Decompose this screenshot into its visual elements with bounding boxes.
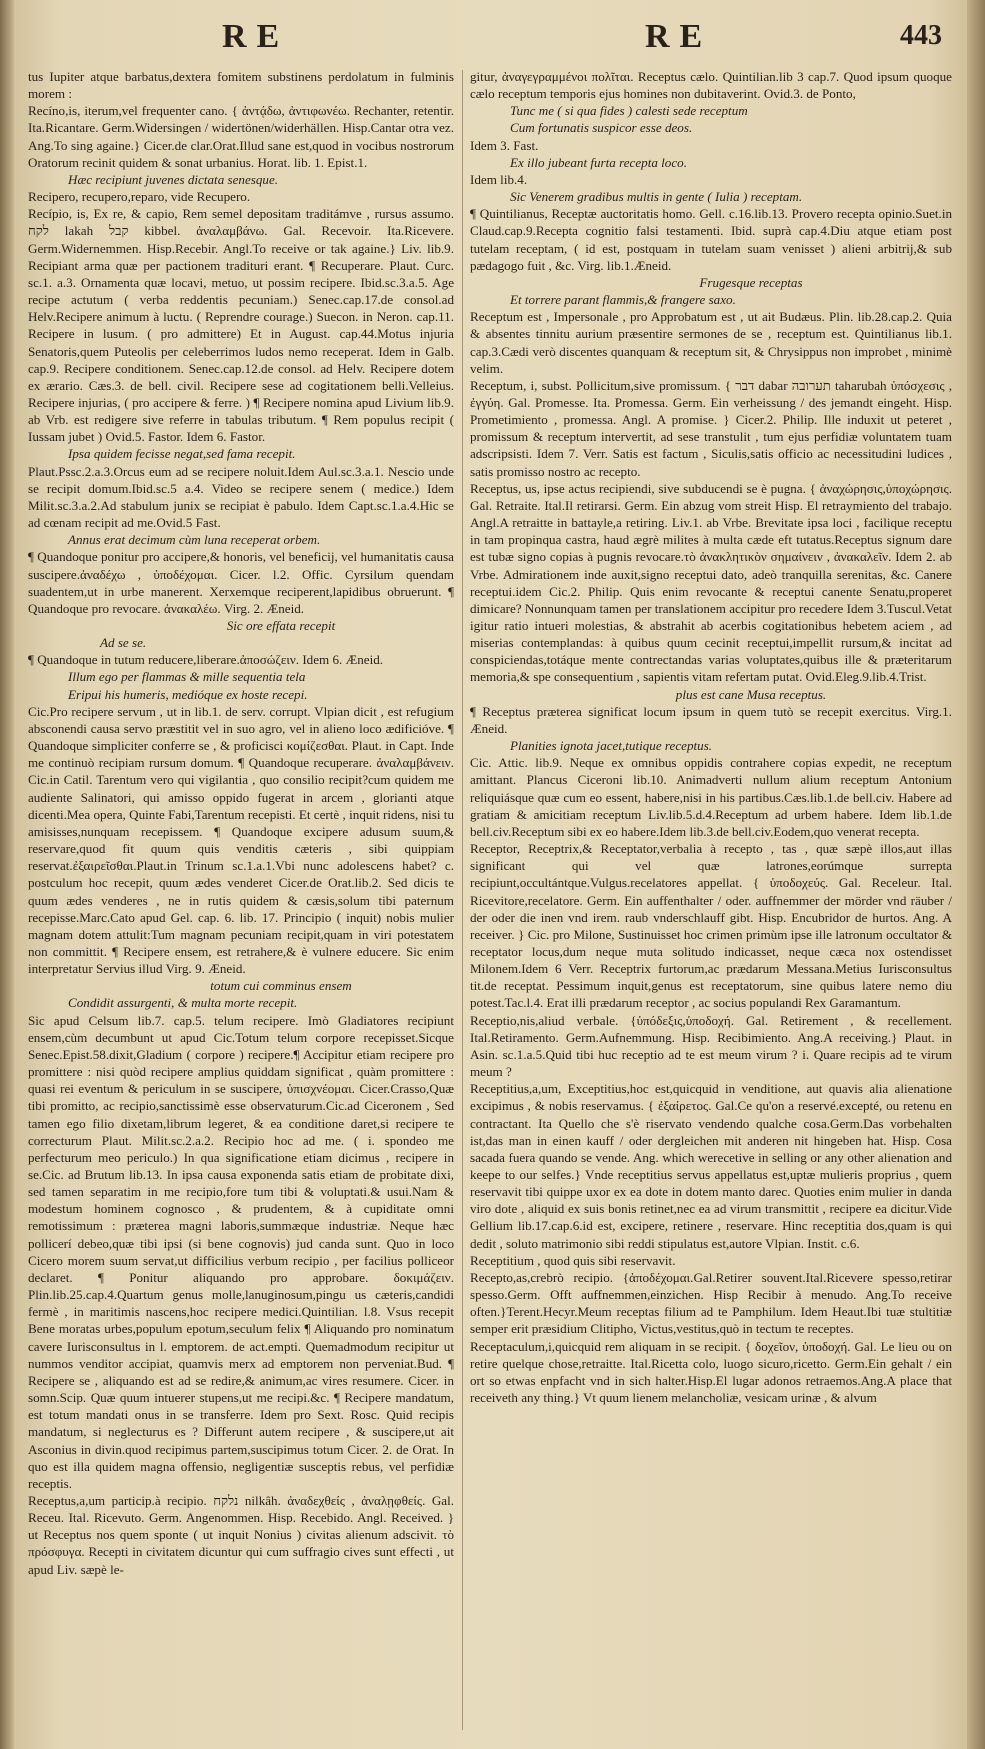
verse-quote: Frugesque receptas [699,274,803,290]
verse-quote: totum cui comminus ensem [210,978,352,994]
dictionary-entry: Recepto,as,crebrò recipio. {ἀποδέχομαι.Gal.Retirer souvent.Ital.Ricevere spesso,retirar spesso.Germ. Offt auffnemmen,einzichen. Hisp Recibir à menudo. Ang.To receive often.}Terent.Hecyr.Meum receptas filium ad te Pamphilum. Idem Heaut.Ibi tuæ stultitiæ semper erit præsidium Clitipho, Victus,vestitus,quò in tectum te receptes. [470,1269,952,1337]
verse-quote: plus est cane Musa receptus. [675,686,827,702]
running-head-right: RE [645,18,713,55]
page-left-edge [0,0,14,1749]
verse-quote: Ex illo jubeant furta recepta loco. [510,154,687,170]
dictionary-entry: Cic.Pro recipere servum , ut in lib.1. de serv. corrupt. Vlpian dicit , est refugium absconendi causa servo præstitit vel in suo agro, vel in alieno loco ædificióve. ¶ Quandoque simpliciter conferre se , & proficisci κομίζεσθαι. Plaut. in Capt. Inde me continuò recipiam rursum domum. ¶ Quandoque recuperare. ἀναλαμβάνειν. Cic.in Catil. Tarentum vero qui vigilantia , quo consilio recipit?cum quidem me audiente Salinatori, qui amisso oppido fugerat in arcem , glorianti atque dicenti.Mea opera, Quinte Fabi,Tarentum recepisti. Et certè , inquit ridens, nisi tu amisisses,nunquam recepissem. ¶ Quandoque excipere adusum suum,& reservare,quod fit quum quis venditis cæteris , sibi quippiam reservat.ἐξαιρεῖσθαι.Plaut.in Trinum sc.1.a.1.Vbi nunc adolescens habet? c. postculum hoc recepit, quum ædes venderet Cicer.de Orat.lib.2. Sed dicis te quum ædes venderes , ne in rutis quidem & cæsis,solum tibi paternum recepisse.Marc.Cato apud Gel. cap. 6. lib. 17. Principio ( inquit) nobis mulier magnam dotem attulit:Tum magnam pecuniam recipit,quam in viri potestatem non committit. ¶ Recipere ensem, est retrahere,& è vulnere educere. Sic enim interpretatur Servius illud Virg. 9. Æneid. [28,703,454,977]
dictionary-entry: Receptum est , Impersonale , pro Approbatum est , ut ait Budæus. Plin. lib.28.cap.2. Quia & absentes tinnitu aurium præsentire sermones de se , receptum est. Quintilianus lib.1. cap.3.Cædi verò discentes quanquam & receptum sit, & Chrysippus non improbet , minimè velim. [470,309,952,376]
left-column [28,68,454,1736]
column-divider [462,70,463,1730]
dictionary-entry: Receptitium , quod quis sibi reservavit. [470,1252,676,1268]
page-header [0,18,985,66]
dictionary-entry: Receptio,nis,aliud verbale. {ὑπόδεξις,ὑποδοχή. Gal. Retirement , & recellement. Ital.Retiramento. Germ.Aufnemmung. Hisp. Recibimiento. Ang.A receiving.} Plaut. in Asin. sc.1.a.5.Quid tibi huc receptio ad te est meum virum ? i. Quare recipis ad te virum meum ? [470,1012,952,1080]
dictionary-entry: Receptus, us, ipse actus recipiendi, sive subducendi se è pugna. { ἀναχώρησις,ὑποχώρησις. Gal. Retraite. Ital.Il retirarsi. Germ. Ein abzug vom streit Hisp. El retraymiento del trabajo. Angl.A retraitte in battayle,a retiring. Liv.1. ab Vrbe. Brevitate ipsa loci , facilique receptu in tam propinqua castra, haud ægrè milites à multa cæde eft tutatus.Receptus signum dare est tubæ signo copias à pugnis revocare.τὸ ἀνακλητικὸν σημαίνειν , ἀνακαλεῖν. Idem 2. ab Vrbe. Admirationem inde auxit,signo receptui dato, adeò tranquilla serenitas, &c. Canere receptui.idem Cic.2. Philip. Quis enim revocante & receptui canente Senatu,properet dimicare? Nonnunquam tamen per translationem accipitur pro recedere Idem 3.Tuscul.Vetat igitur ratio intueri molestias, & abstrahit ab acerbis cogitationibus hebetem aciem , ad miserias contemplandas: à quibus quum cecinit receptui,impellit rursum,& incitat ad conspiciendas,totáque mente contrectandas varias voluptates,quibus ille & præteritarum memoria,& spe consequentium , sapientis vitam refertam putat. Ovid.Eleg.9.lib.4.Trist. [470,480,952,685]
verse-quote: Ipsa quidem fecisse negat,sed fama recepit. [68,446,296,462]
verse-quote: Ad se se. [100,635,147,651]
verse-quote: Sic ore effata recepit [226,618,336,633]
dictionary-entry: Receptaculum,i,quicquid rem aliquam in se recipit. { δοχεῖον, ὑποδοχή. Gal. Le lieu ou on retire quelque chose,retraitte. Ital.Ricetta colo, luogo sicuro,ricetto. Germ.Ein gehalt / ein ort so etwas enpfacht vnd in sich halter.Hisp.El lugar adonos retraemos.Ang.A place that receiveth any thing.} Vt quum lienem melancholiæ, vesicam urinæ , & alvum [470,1338,952,1406]
verse-quote: Hæc recipiunt juvenes dictata senesque. [68,171,279,187]
running-head-left: RE [222,18,290,55]
verse-quote: Tunc me ( si qua fides ) calesti sede receptum [510,103,748,119]
dictionary-entry: Cic. Attic. lib.9. Neque ex omnibus oppidis contrahere copias expedit, ne receptum amittant. Plancus Ciceroni lib.10. Animadverti nullum alium receptum Antonium reliquiásque quæ cum eo essent, habere,nisi in his partibus.Cæs.lib.1.de bell.civ. Habere ad gratiam & amicitiam receptum Liv.lib.5.d.4.Receptum ad urbem habere. Idem lib.1.de bell.civ.Receptum sibi ex eo habere.Idem lib.3.de bell.civ.Eodem,quo venerat recepta. [470,755,952,839]
dictionary-entry: ¶ Quandoque ponitur pro accipere,& honoris, vel beneficij, vel humanitatis causa suscipere.ἀναδέχω , ὑποδέχομαι. Cicer. l.2. Offic. Cyrsilum quendam suadentem,ut in urbe manerent. Xerxemque reciperent,lapidibus obruerunt. ¶ Quandoque pro revocare. ἀνακαλέω. Virg. 2. Æneid. [28,549,454,616]
dictionary-entry: gitur, ἀναγεγραμμένοι πολῖται. Receptus cælo. Quintilian.lib 3 cap.7. Quod ipsum quoque cælo receptum temporis ejus homines non dubitaverint. Ovid.3. de Ponto, [470,69,952,102]
verse-quote: Eripui his humeris, medióque ex hoste recepi. [68,686,308,702]
dictionary-entry: ¶ Receptus præterea significat locum ipsum in quem tutò se recepit exercitus. Virg.1. Æneid. [470,703,952,736]
dictionary-entry: tus Iupiter atque barbatus,dextera fomitem substinens perdolatum in fulminis morem : [28,69,454,102]
right-column [470,68,952,1736]
dictionary-entry: ¶ Quandoque in tutum reducere,liberare.ἀποσώζειν. Idem 6. Æneid. [28,652,384,668]
dictionary-entry: ¶ Quintilianus, Receptæ auctoritatis homo. Gell. c.16.lib.13. Provero recepta opinio.Suet.in Claud.cap.9.Recepta cognitio falsi testamenti. Ibid. suprà cap.4.Diu atque etiam post tutelam receptam, ( id est, postquam in tutelam suam venisset ) alieni arbitrij,& sub pædagogo fuit , &c. Virg. lib.1.Æneid. [470,206,952,273]
dictionary-entry: Plaut.Pssc.2.a.3.Orcus eum ad se recipere noluit.Idem Aul.sc.3.a.1. Nescio unde se recipit domum.Ibid.sc.5 a.4. Video se recipere senem ( medice.) Idem Milit.sc.3.a.2.Ad stabulum junix se recipiat è pabulo. Idem Capt.sc.1.a.4.Hic se ad cœnam recipit ad me.Ovid.5 Fast. [28,463,454,531]
dictionary-entry: Recípio, is, Ex re, & capio, Rem semel depositam traditámve , rursus assumo. לקח lakah קבל kibbel. ἀναλαμβάνω. Gal. Recevoir. Ita.Ricevere. Germ.Widernemmen. Hisp.Recebir. Angl.To receive or tak againe.} Liv. lib.9. Recipiant arma quæ per pactionem tradituri erant. ¶ Recuperare. Plaut. Curc. sc.1. a.3. Ornamenta quæ locavi, metuo, ut possim recipere. Ibid.sc.3.a.5. Age recipe actutum ( verba reddentis pecuniam.) Senec.cap.17.de consol.ad Helv.Recipere animum à luctu. ( Reprendre courage.) Suecon. in Neron. cap.11. Recipere in lusum. ( pro admittere) Et in August. cap.44.Motus injuria Senatoris,quem Puteolis per celeberrimos ludos nemo receperat. Idem in Galb. cap.9. Recipere conditionem. Senec.cap.12.de consol. ad Helv. Recipere dotem ex ærario. Cæs.3. de bell. civil. Recipere sese ad cogitationem belli.Velleius. Recipere injurias, ( pro accipere & ferre. ) ¶ Recipere nomina apud Livium lib.9. ab Vrb. est redigere sive referre in tabulas tributum. ¶ Rem populus recipit ( Iussam jubet ) Ovid.5. Fastor. Idem 6. Fastor. [28,206,454,445]
dictionary-entry: Recíno,is, iterum,vel frequenter cano. { ἀντᾴδω, ἀντιφωνέω. Rechanter, retentir. Ita.Ricantare. Germ.Widersingen / widertönen/widerhällen. Hisp.Cantar otra vez. Ang.To sing againe.} Cicer.de clar.Orat.Illud sane est,quod in vocibus nostrorum Oratorum recinit quidem & sonat urbanius. Horat. lib. 1. Epist.1. [28,103,454,170]
dictionary-entry: Idem 3. Fast. [470,137,539,153]
verse-quote: Planities ignota jacet,tutique receptus. [510,738,713,754]
dictionary-entry: Sic apud Celsum lib.7. cap.5. telum recipere. Imò Gladiatores recipiunt ensem,cùm decumbunt ut apud Cic.Totum telum corpore recepisset.Sicque Senec.Epist.58.dixit,Gladium ( corpore ) recipere.¶ Accipitur etiam recipere pro promittere : nisi quòd recipere amplius quiddam significat , quàm promittere : quasi rei eventum & periculum in se suscipere, ὑπισχνέομαι. Cicer.Crasso,Quæ tibi promitto, ac recipio,sanctissimè esse observaturum.Cic.ad Ciceronem , Sed tamen ego filio dixetam,librum legeret, & ea conditione daret,si recipere te correcturum Plaut. Milit.sc.2.a.2. Recipio hoc ad me. ( i. spondeo me perfecturum meo periculo.) In qua significatione etiam dicimus , recipere in se.Cic. ad Brutum lib.13. In ipsa causa exponenda satis etiam de probitate dixi, sed tamen separatim in me recipio,fore tum tibi & voluptati.& usui.Nam & modestum hominem cognosco , & prudentem, & à cupiditate omni remotissimum : præterea magni laboris,summæque industriæ. Neque hæc pollicerí debeo,quæ tibi ipsi (si bene cognovis) jud canda sunt. Quo in loco Cicero morem suum servat,ut difficilius verbum recipio , per facilius polliceor declaret. ¶ Ponitur aliquando pro approbare. δοκιμάζειν. Plin.lib.25.cap.4.Quartum genus molle,lanuginosum,pingu us cæteris,candidi fermè , in maritimis nascens,hoc recipere medici.Quintilian. l.8. Vsus recepit Bene moratas urbes,populum epotum,seculum felix ¶ Aliquando pro nominatum cavere Iurisconsultus in l. emptorem. de act.empti. Quemadmodum recipitur ut nummos venditor accipiat, quamvis merx ad emptorem non perveniat.Bud. ¶ Recipere se , aliquando est ad se redire,& animum,ac vires resumere. Cicer. in somn.Scip. Quæ quum intuerer stupens,ut me recipi.&c. ¶ Recipere mandatum, est totum mandati onus in se transferre. Idem pro Sext. Rosc. Quid recipis mandatum, si neglecturus es ? Differunt autem recipere , & suscipere,ut ait Asconius in divin.quod recipimus partem,suscipimus totum Cicer. 2. de Orat. In quo est illa quidem magna offensio, negligentiæ susceptis rebus, vel perfidiæ receptis. [28,1012,454,1491]
verse-quote: Annus erat decimum cùm luna receperat orbem. [68,532,321,548]
verse-quote: Illum ego per flammas & mille sequentia tela [68,669,306,685]
page-number: 443 [900,20,942,51]
dictionary-entry: Recipero, recupero,reparo, vide Recupero. [28,189,251,205]
verse-quote: Sic Venerem gradibus multis in gente ( Iulia ) receptam. [510,189,803,205]
verse-quote: Cum fortunatis suspicor esse deos. [510,120,693,136]
dictionary-entry: Receptitius,a,um, Exceptitius,hoc est,quicquid in venditione, aut quavis alia alienatione excipimus , & nobis reservamus. { ἐξαίρετος. Gal.Ce qu'on a reservé.excepté, ou retenu en contractant. Ita Quello che s'è riservato vendendo qualche cosa.Germ.Das vorbehalten ist,das man in einen kauff / oder dergleichen mit anderen nit hingeben hat. Hisp. Cosa sacada fuera quando se vende. Ang. which werecetive in selling or any other alienation and keepe to our selfes.} Vnde receptitius servus appellatus est,uptæ mulieris proprius , quem reservavit tibi quippe uxor ex ea dote in dotem manto darec. Quoties enim mulier in danda viro dote , aliquid ex suis bonis retinet,nec ea ad virum transmittit , recipere ea dicitur.Vide Gellium lib.17.cap.6.id est, excipere, retinere , reservare. Hinc receptitia dos,quam is qui dedit , soluto matrimonio sibi reddi stipulatus est,autore Vlpian. Instit. c.6. [470,1081,952,1251]
verse-quote: Et torrere parant flammis,& frangere saxo. [510,292,736,308]
dictionary-entry: Receptum, i, subst. Pollicitum,sive promissum. { דבר dabar תערובה taharubah ὑπόσχεσις , ἐγγύη. Gal. Promesse. Ita. Promessa. Germ. Ein verheissung / des jemandt eingeht. Hisp. Prometimiento , promessa. Angl. A promise. } Cicer.2. Philip. Ille induxit ut peteret , promissum & receptum intervertit, ad sese transtulit , tum ejus perfidiæ voluntatem tuam adscripsisti. Idem 7. Verr. Satis est factum , Siculis,satis officio ac necessitudini ludices , satis promisso nostro ac recepto. [470,377,952,479]
page-right-edge [967,0,985,1749]
dictionary-entry: Receptus,a,um particip.à recipio. נלקח nilkâh. ἀναδεχθείς , ἀναλῃφθείς. Gal. Receu. Ital. Ricevuto. Germ. Angenommen. Hisp. Recebido. Angl. Received. } ut Receptus nos quem sponte ( ut inquit Nonius ) civitas alienum adscivit. τὸ πρόσφυγα. Recepti in civitatem dicuntur qui cum suffragio cives sunt effecti , ut apud Liv. sæpè le- [28,1492,454,1577]
verse-quote: Condidit assurgenti, & multa morte recepit. [68,995,298,1011]
dictionary-entry: Receptor, Receptrix,& Receptator,verbalia à recepto , tas , quæ sæpè illos,aut illas significant qui vel quæ latrones,eorúmque surrepta recipiunt,occultántque.Vulgus.recelatores appellat. { ὑποδοχεύς. Gal. Receleur. Ital. Ricevitore,recelatore. Germ. Ein auffenthalter / oder. auffnemmer der mörder vnd räuber / der oder die inen vnd irem. raub vnderschlauff gibt. Hisp. Encubridor de hurtos. Ang. A receiver. } Cic. pro Milone, Sustinuisset hoc crimen primùm ipse ille latronum occultator & receptator locus,dum neque muta solitudo indicasset, neque cæca nox ostendisset Milonem.Idem 6 Verr. Receptrix furtorum,ac prædarum Messana.Metius Iurisconsultus tit.de receptat. Pessimum inquit,genus est receptatorum, sine quibus latere nemo diu potest.Tac.l.4. Erat illi prædarum receptor , ac socius populandi Rex Garamantum. [470,841,952,1011]
dictionary-entry: Idem lib.4. [470,171,528,187]
